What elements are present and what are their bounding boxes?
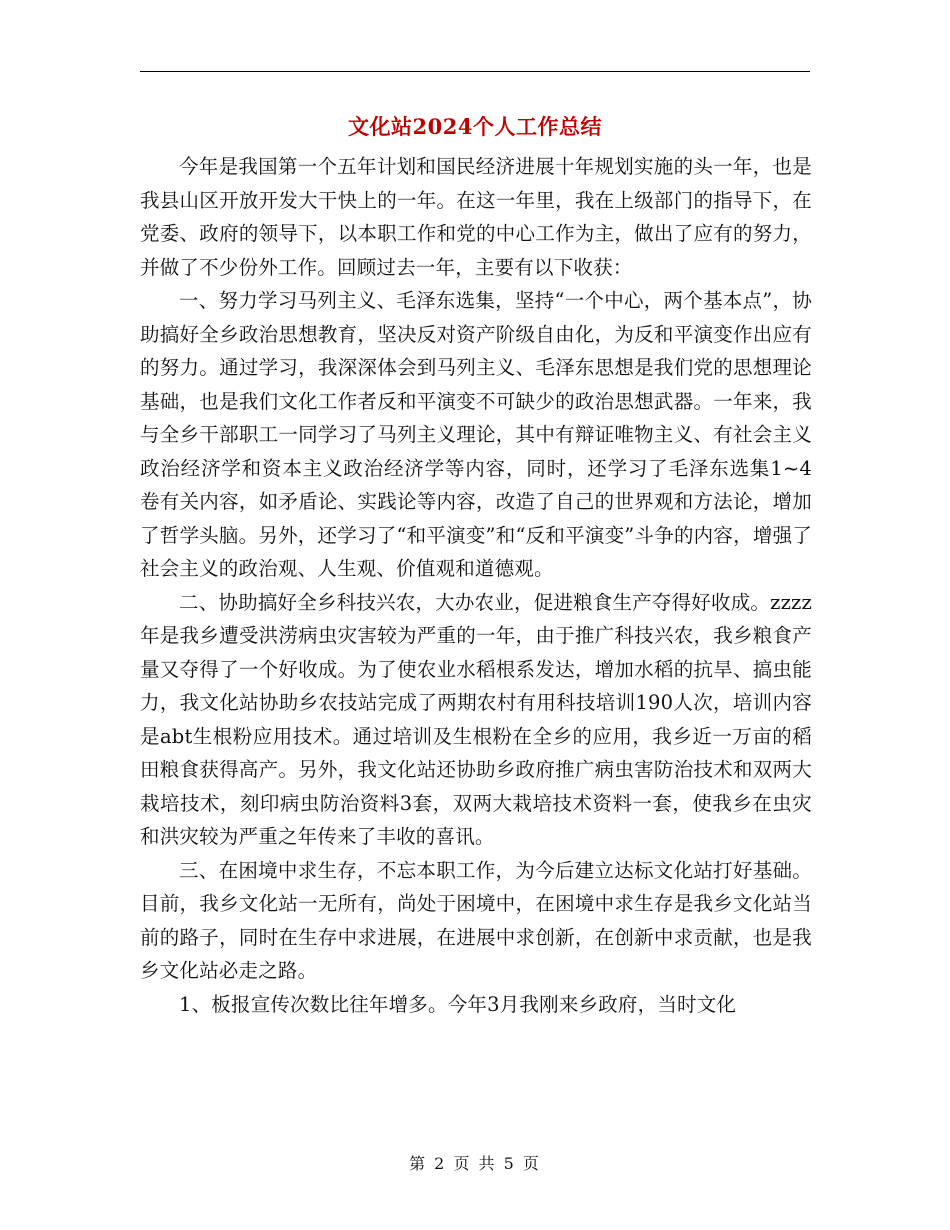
page-number-label: 第 2 页 共 5 页 (409, 1154, 541, 1173)
page-footer (0, 1152, 950, 1176)
document-title: 文化站2024个人工作总结 (348, 114, 602, 139)
header-rule (140, 71, 810, 72)
paragraph-item-1: 1、板报宣传次数比往年增多。今年3月我刚来乡政府，当时文化 (179, 992, 737, 1016)
paragraph-section-2: 二、协助搞好全乡科技兴农，大办农业，促进粮食生产夺得好收成。zzzz年是我乡遭受洪涝病虫灾害较为严重的一年，由于推广科技兴农，我乡粮食产量又夺得了一个好收成。为了使农业水稻根系发达，增加水稻的抗旱、搞虫能力，我文化站协助乡农技站完成了两期农村有用科技培训190人次，培训内容是abt生根粉应用技术。通过培训及生根粉在全乡的应用，我乡近一万亩的稻田粮食获得高产。另外，我文化站还协助乡政府推广病虫害防治技术和双两大栽培技术，刻印病虫防治资料3套，双两大栽培技术资料一套，使我乡在虫灾和洪灾较为严重之年传来了丰收的喜讯。 (140, 590, 812, 848)
paragraph-section-3: 三、在困境中求生存，不忘本职工作，为今后建立达标文化站打好基础。目前，我乡文化站一无所有，尚处于困境中，在困境中求生存是我乡文化站当前的路子，同时在生存中求进展，在进展中求创新，在创新中求贡献，也是我乡文化站必走之路。 (140, 858, 812, 982)
document-body (140, 150, 812, 1021)
paragraph-intro: 今年是我国第一个五年计划和国民经济进展十年规划实施的头一年，也是我县山区开放开发大干快上的一年。在这一年里，我在上级部门的指导下，在党委、政府的领导下，以本职工作和党的中心工作为主，做出了应有的努力，并做了不少份外工作。回顾过去一年，主要有以下收获： (140, 155, 812, 279)
paragraph-section-1: 一、努力学习马列主义、毛泽东选集，坚持“一个中心，两个基本点”，协助搞好全乡政治思想教育，坚决反对资产阶级自由化，为反和平演变作出应有的努力。通过学习，我深深体会到马列主义、毛泽东思想是我们党的思想理论基础，也是我们文化工作者反和平演变不可缺少的政治思想武器。一年来，我与全乡干部职工一同学习了马列主义理论，其中有辩证唯物主义、有社会主义政治经济学和资本主义政治经济学等内容，同时，还学习了毛泽东选集1~4卷有关内容，如矛盾论、实践论等内容，改造了自己的世界观和方法论，增加了哲学头脑。另外，还学习了“和平演变”和“反和平演变”斗争的内容，增强了社会主义的政治观、人生观、价值观和道德观。 (140, 289, 812, 580)
